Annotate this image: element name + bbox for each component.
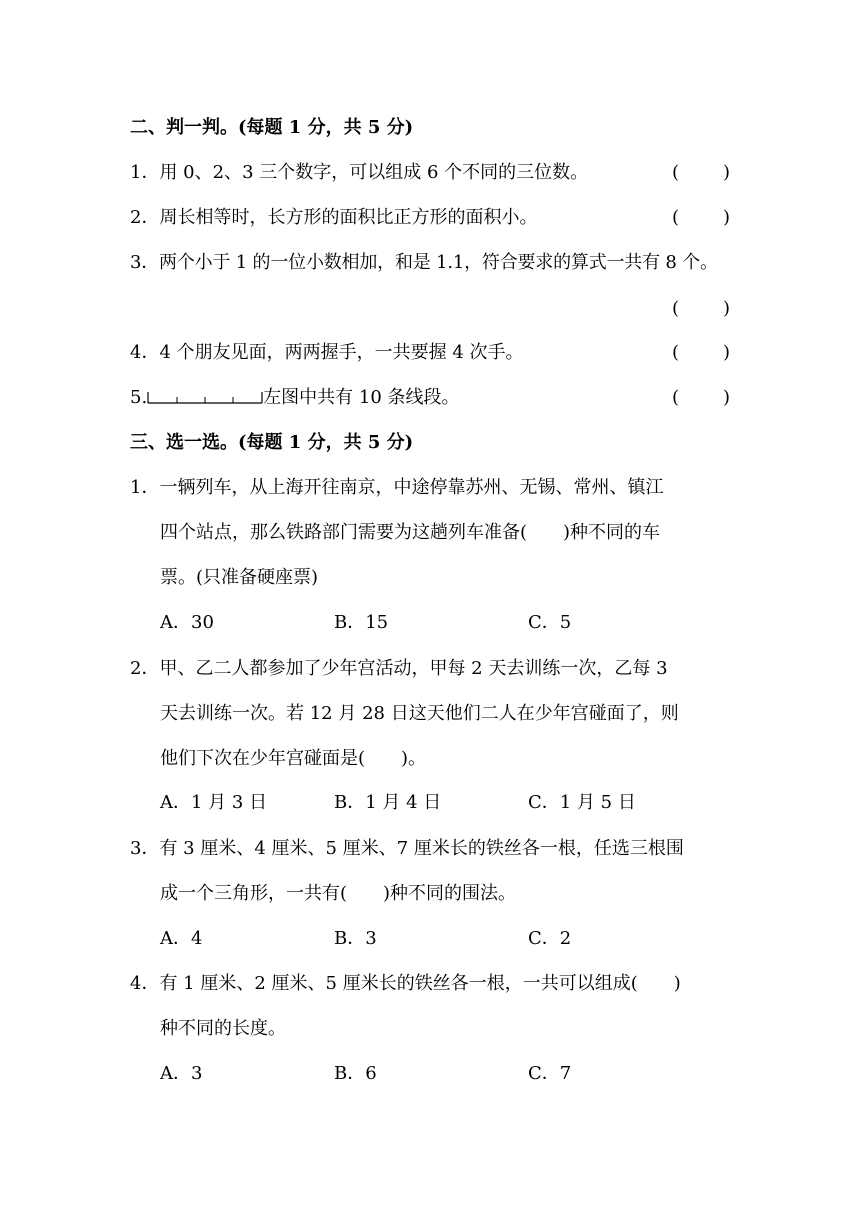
choice-question-1-line-1: 1．一辆列车，从上海开往南京，中途停靠苏州、无锡、常州、镇江: [130, 477, 664, 498]
judge-question-3: 3．两个小于 1 的一位小数相加，和是 1.1，符合要求的算式一共有 8 个。: [130, 252, 718, 273]
worksheet-page: 二、判一判。(每题 1 分，共 5 分) 1．用 0、2、3 三个数字，可以组成 6 个不同的三位数。 ( ) 2．周长相等时，长方形的面积比正方形的面积小。 ( ) 3．两个小于 1 的一位小数相加，和是 1.1，符合要求的算式一共有 8 个。 ( ) 4．4 个朋友见面，两两握手，一共要握 4 次手。 ( ) 5. 左图中共有 10 条线段。 ( ) 三、选一选。(每题 1 分，共 5 分) 1．一辆列车，从上海开往南京，中途停靠苏州、无锡、常州、镇江 四个站点，那么铁路部门需要为这趟列车准备( )种不同的车 票。(只准备硬座票) A．30 B．15 C．5 2．甲、乙二人都参加了少年宫活动，甲每 2 天去训练一次，乙每 3 天去训练一次。若 12 月 28 日这天他们二人在少年宫碰面了，则 他们下次在少年宫碰面是( )。 A．1 月 3 日 B．1 月 4 日 C．1 月 5 日 3．有 3 厘米、4 厘米、5 厘米、7 厘米长的铁丝各一根，任选三根围 成一个三角形，一共有( )种不同的围法。 A．4 B．3 C．2 4．有 1 厘米、2 厘米、5 厘米长的铁丝各一根，一共可以组成( ) 种不同的长度。 A．3 B．6 C．7: [0, 0, 860, 1216]
choice-question-4-line-1: 4．有 1 厘米、2 厘米、5 厘米长的铁丝各一根，一共可以组成( ): [130, 973, 681, 994]
q3-option-b[interactable]: B．3: [334, 928, 377, 949]
q1-option-a[interactable]: A．30: [160, 612, 214, 633]
choice-question-3-line-2: 成一个三角形，一共有( )种不同的围法。: [160, 883, 517, 904]
judge-question-1: 1．用 0、2、3 三个数字，可以组成 6 个不同的三位数。: [130, 162, 589, 183]
q4-option-c[interactable]: C．7: [528, 1063, 572, 1084]
section3-heading: 三、选一选。(每题 1 分，共 5 分): [130, 432, 414, 453]
q3-option-c[interactable]: C．2: [528, 928, 572, 949]
q1-option-b[interactable]: B．15: [334, 612, 389, 633]
choice-question-4-line-2: 种不同的长度。: [160, 1018, 286, 1039]
question-5-text: 左图中共有 10 条线段。: [263, 387, 460, 408]
q2-option-b[interactable]: B．1 月 4 日: [334, 792, 442, 813]
choice-question-2-line-1: 2．甲、乙二人都参加了少年宫活动，甲每 2 天去训练一次，乙每 3: [130, 658, 668, 679]
q2-option-a[interactable]: A．1 月 3 日: [160, 792, 268, 813]
section2-heading: 二、判一判。(每题 1 分，共 5 分): [130, 117, 414, 138]
choice-question-2-line-2: 天去训练一次。若 12 月 28 日这天他们二人在少年宫碰面了，则: [160, 703, 679, 724]
judge-question-5: [130, 386, 730, 410]
choice-question-3-line-1: 3．有 3 厘米、4 厘米、5 厘米、7 厘米长的铁丝各一根，任选三根围: [130, 838, 684, 859]
q4-option-a[interactable]: A．3: [160, 1063, 203, 1084]
q3-option-a[interactable]: A．4: [160, 928, 203, 949]
choice-question-1-line-2: 四个站点，那么铁路部门需要为这趟列车准备( )种不同的车: [160, 522, 661, 543]
q2-option-c[interactable]: C．1 月 5 日: [528, 792, 636, 813]
line-segment-figure: [147, 389, 263, 405]
question-5-number: 5.: [130, 387, 148, 408]
judge-question-2: 2．周长相等时，长方形的面积比正方形的面积小。: [130, 207, 538, 228]
choice-question-2-line-3: 他们下次在少年宫碰面是( )。: [160, 748, 427, 769]
choice-question-1-line-3: 票。(只准备硬座票): [160, 567, 319, 588]
q4-option-b[interactable]: B．6: [334, 1063, 377, 1084]
q1-option-c[interactable]: C．5: [528, 612, 572, 633]
judge-question-4: 4．4 个朋友见面，两两握手，一共要握 4 次手。: [130, 342, 524, 363]
